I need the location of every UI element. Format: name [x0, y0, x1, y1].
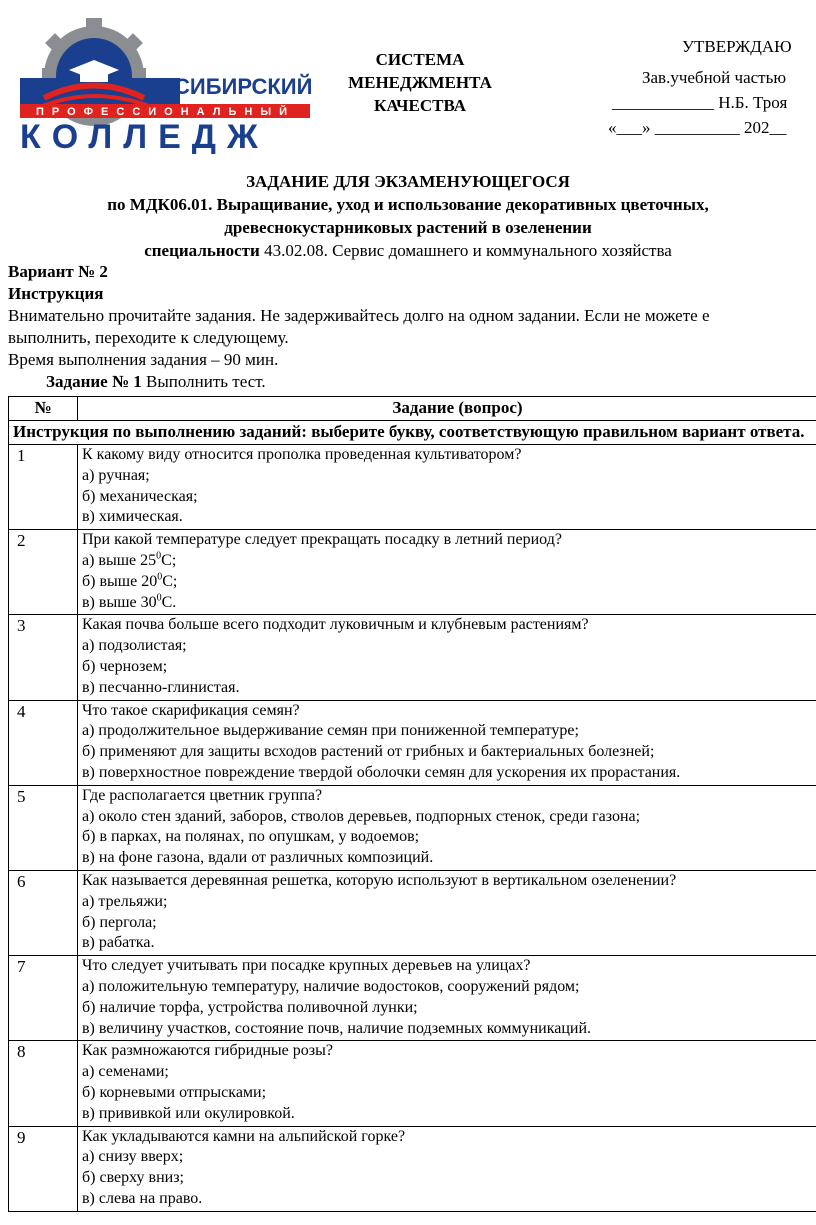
- question-cell: [78, 785, 816, 870]
- question-cell: [78, 615, 816, 700]
- question-number: 7: [9, 956, 78, 1041]
- answer-option: б) сверху вниз;: [82, 1169, 184, 1187]
- logo-line2: ПРОФЕССИОНАЛЬНЫЙ: [36, 106, 295, 118]
- variant-label: Вариант № 2: [8, 262, 108, 281]
- question-cell: [78, 530, 816, 615]
- answer-option: в) слева на право.: [82, 1189, 203, 1207]
- question-number: 8: [9, 1041, 78, 1126]
- instruction-text-2: выполнить, переходите к следующему.: [8, 328, 289, 347]
- answer-option: в) рабатка.: [82, 934, 155, 952]
- logo-line3: КОЛЛЕДЖ: [20, 118, 269, 154]
- quality-system-heading: СИСТЕМА МЕНЕДЖМЕНТА КАЧЕСТВА: [348, 50, 492, 115]
- question-text: Как называется деревянная решетка, которую используют в вертикальном озеленении?: [82, 871, 677, 889]
- instruction-heading: Инструкция: [8, 284, 104, 303]
- answer-option: в) прививкой или окулировкой.: [82, 1104, 295, 1122]
- answer-option: б) выше $20^0С$;: [82, 571, 178, 590]
- question-text: При какой температуре следует прекращать посадку в летний период?: [82, 531, 562, 549]
- answer-option: а) снизу вверх;: [82, 1148, 184, 1166]
- question-number: 1: [9, 445, 78, 530]
- question-text: Что следует учитывать при посадке крупных деревьев на улицах?: [82, 957, 531, 975]
- question-text: Что такое скарификация семян?: [82, 701, 300, 719]
- question-text: К какому виду относится прополка проведенная культиватором?: [82, 446, 522, 463]
- degree-mark: 0: [157, 571, 163, 583]
- question-cell: [78, 956, 816, 1041]
- question-cell: [78, 1126, 816, 1211]
- answer-option: а) выше $25^0С$;: [82, 550, 177, 569]
- answer-option: б) применяют для защиты всходов растений от грибных и бактериальных болезней;: [82, 743, 655, 761]
- answer-option: а) семенами;: [82, 1063, 169, 1081]
- approve-title: УТВЕРЖДАЮ: [682, 37, 792, 56]
- answer-option: а) продолжительное выдерживание семян при пониженной температуре;: [82, 722, 579, 740]
- table-row: [9, 445, 816, 530]
- table-row: [9, 615, 816, 700]
- question-text: Как размножаются гибридные розы?: [82, 1042, 333, 1060]
- table-row: [9, 700, 816, 785]
- question-number: 3: [9, 615, 78, 700]
- approve-date: «___» __________ 202__: [608, 118, 787, 137]
- question-text: Какая почва больше всего подходит луковичным и клубневым растениям?: [82, 616, 589, 634]
- question-cell: [78, 870, 816, 955]
- test-table: [8, 396, 816, 1212]
- answer-option: б) механическая;: [82, 487, 198, 505]
- table-row: [9, 785, 816, 870]
- task-heading: Задание № 1 Выполнить тест.: [46, 372, 266, 391]
- col-task-header: Задание (вопрос): [78, 397, 816, 421]
- question-text: Как укладываются камни на альпийской горке?: [82, 1127, 406, 1145]
- question-number: 9: [9, 1126, 78, 1211]
- answer-option: в) песчанно-глинистая.: [82, 678, 240, 696]
- answer-option: б) чернозем;: [82, 657, 168, 675]
- table-row: [9, 530, 816, 615]
- approve-position: Зав.учебной частью: [642, 68, 787, 87]
- question-number: 4: [9, 700, 78, 785]
- logo-line1: СИБИРСКИЙ: [174, 74, 313, 99]
- college-logo: [14, 18, 314, 154]
- question-number: 2: [9, 530, 78, 615]
- degree-mark: 0: [156, 550, 162, 562]
- answer-option: в) величину участков, состояние почв, наличие подземных коммуникаций.: [82, 1019, 592, 1037]
- answer-option: а) трельяжи;: [82, 892, 168, 910]
- answer-option: в) поверхностное повреждение твердой оболочки семян для ускорения их прорастания.: [82, 763, 681, 781]
- answer-option: б) корневыми отпрысками;: [82, 1083, 267, 1101]
- table-row: [9, 870, 816, 955]
- answer-option: в) на фоне газона, вдали от различных композиций.: [82, 849, 434, 867]
- table-row: [9, 1041, 816, 1126]
- table-instruction: Инструкция по выполнению заданий: выберите букву, соответствующую правильном вариант ответа.: [9, 421, 816, 445]
- question-text: Где располагается цветник группа?: [82, 786, 323, 804]
- question-cell: [78, 700, 816, 785]
- logo-graphic: [14, 18, 314, 154]
- answer-option: в) химическая.: [82, 508, 183, 526]
- answer-option: а) ручная;: [82, 466, 150, 484]
- answer-option: б) наличие торфа, устройства поливочной лунки;: [82, 998, 418, 1016]
- answer-option: б) в парках, на полянах, по опушкам, у водоемов;: [82, 828, 420, 846]
- instruction-row: [9, 421, 816, 445]
- answer-option: в) выше $30^0С$.: [82, 592, 177, 611]
- instruction-text-1: Внимательно прочитайте задания. Не задерживайтесь долго на одном задании. Если не можете е: [8, 306, 710, 325]
- answer-option: а) около стен зданий, заборов, стволов деревьев, подпорных стенок, среди газона;: [82, 807, 641, 825]
- approve-signature: ____________ Н.Б. Троя: [612, 93, 788, 112]
- approval-block: [590, 34, 816, 140]
- time-limit: Время выполнения задания – 90 мин.: [8, 350, 279, 369]
- question-cell: [78, 445, 816, 530]
- answer-option: б) пергола;: [82, 913, 157, 931]
- col-num-header: №: [9, 397, 78, 421]
- instructions-section: [8, 261, 816, 393]
- question-number: 5: [9, 785, 78, 870]
- document-title: ЗАДАНИЕ ДЛЯ ЭКЗАМЕНУЮЩЕГОСЯ по МДК06.01. Выращивание, уход и использование декоративных цветочных, древеснокустарниковых растений в озеленении специальности 43.02.08. Сервис домашнего и коммунального хозяйства: [107, 172, 709, 260]
- table-row: [9, 1126, 816, 1211]
- degree-mark: 0: [156, 592, 162, 604]
- question-number: 6: [9, 870, 78, 955]
- answer-option: а) подзолистая;: [82, 637, 187, 655]
- table-header-row: [9, 397, 816, 421]
- table-row: [9, 956, 816, 1041]
- answer-option: а) положительную температуру, наличие водостоков, сооружений рядом;: [82, 977, 580, 995]
- question-cell: [78, 1041, 816, 1126]
